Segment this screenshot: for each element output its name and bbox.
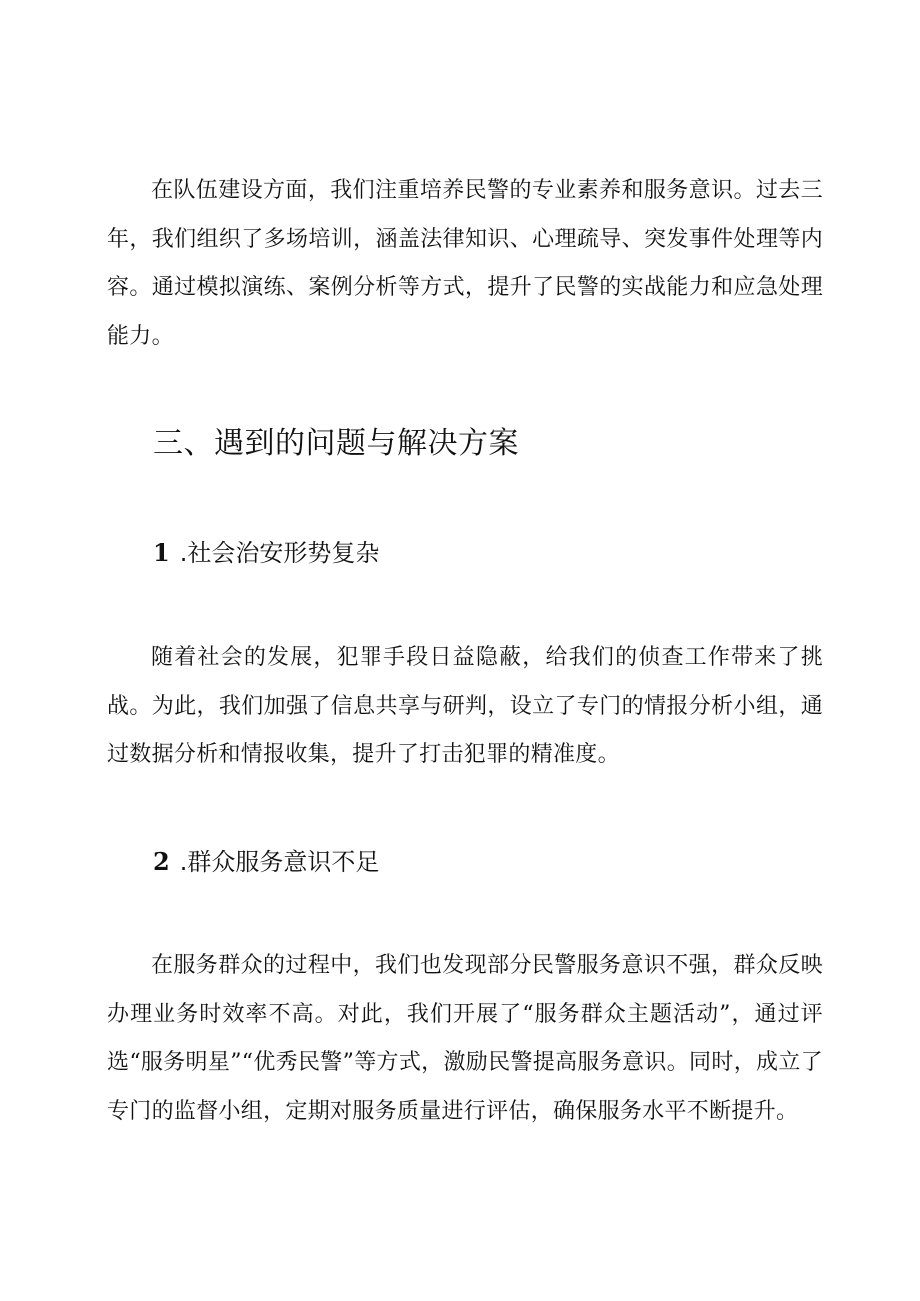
- problem-1-number: 1: [153, 538, 170, 567]
- paragraph-problem-2: 在服务群众的过程中，我们也发现部分民警服务意识不强，群众反映办理业务时效率不高。对此，我们开展了“服务群众主题活动”，通过评选“服务明星”“优秀民警”等方式，激励民警提高服务意识。同时，成立了专门的监督小组，定期对服务质量进行评估，确保服务水平不断提升。: [107, 953, 823, 1124]
- section-heading: 三、遇到的问题与解决方案: [153, 426, 519, 461]
- paragraph-team-building: 在队伍建设方面，我们注重培养民警的专业素养和服务意识。过去三年，我们组织了多场培训，涵盖法律知识、心理疏导、突发事件处理等内容。通过模拟演练、案例分析等方式，提升了民警的实战能力和应急处理能力。: [107, 178, 823, 349]
- problem-2-heading: [153, 846, 379, 878]
- problem-2-number: 2: [153, 847, 170, 876]
- problem-2-title: .群众服务意识不足: [179, 848, 380, 876]
- problem-1-heading: [153, 537, 379, 569]
- paragraph-problem-1: 随着社会的发展，犯罪手段日益隐蔽，给我们的侦查工作带来了挑战。为此，我们加强了信息共享与研判，设立了专门的情报分析小组，通过数据分析和情报收集，提升了打击犯罪的精准度。: [107, 645, 823, 767]
- problem-1-title: .社会治安形势复杂: [179, 539, 380, 567]
